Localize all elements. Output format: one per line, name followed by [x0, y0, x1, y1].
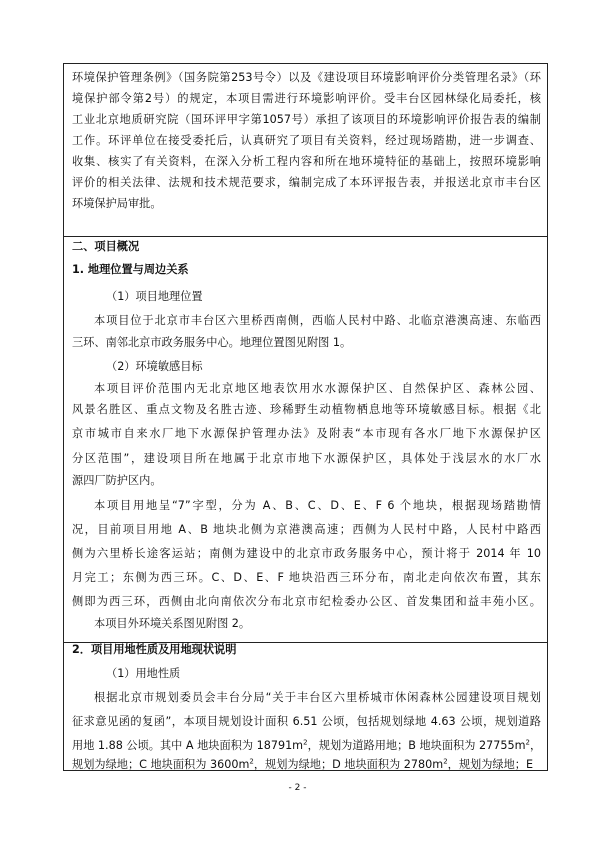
- section-heading: 二、项目概况: [72, 240, 140, 253]
- intro-line: 工作。环评单位在接受委托后，认真研究了项目有关资料，经过现场踏勘，进一步调查、: [72, 134, 541, 147]
- body-line: 本项目外环境关系图见附图 2。: [94, 617, 251, 630]
- intro-line: 评价的相关法律、法规和技术规范要求，编制完成了本环评报告表，并报送北京市丰台区: [72, 176, 541, 189]
- document-frame: [63, 63, 548, 771]
- intro-line: 收集、核实了有关资料，在深入分析工程内容和所在地环境特征的基础上，按照环境影响: [72, 155, 541, 168]
- body-line: 本项目评价范围内无北京地区地表饮用水水源保护区、自然保护区、森林公园、: [94, 382, 541, 395]
- body-line: 风景名胜区、重点文物及名胜古迹、珍稀野生动植物栖息地等环境敏感目标。根据《北: [72, 403, 541, 416]
- subsection-heading: 2．项目用地性质及用地现状说明: [72, 643, 237, 656]
- body-line: 三环、南邻北京市政务服务中心。地理位置图见附图 1。: [72, 336, 352, 349]
- body-line: 源四厂防护区内。: [72, 474, 162, 487]
- body-line: 规划为绿地；C 地块面积为 $3600m^2$，规划为绿地；D 地块面积为 $2780m^2$，规划为绿地；E: [72, 757, 534, 771]
- body-line: 本项目用地呈“7”字型，分为 A、B、C、D、E、F 6 个地块，根据现场踏勘情: [94, 499, 541, 512]
- intro-line: 环境保护管理条例》（国务院第253号令）以及《建设项目环境影响评价分类管理名录》（环: [72, 71, 541, 84]
- body-line: 侧为六里桥长途客运站；南侧为建设中的北京市政务服务中心，预计将于 2014 年 10: [72, 547, 541, 560]
- body-line: 月完工；东侧为西三环。C、D、E、F 地块沿西三环分布，南北走向依次布置，其东: [72, 571, 541, 584]
- body-line: 用地 1.88 公顷。其中 A 地块面积为 $18791m^2$，规划为道路用地；B 地块面积为 $27755m^2$，: [72, 738, 541, 752]
- body-line: 征求意见函的复函”，本项目规划设计面积 6.51 公顷，包括规划绿地 4.63 公顷，规划道路: [72, 715, 541, 728]
- intro-line: 工业北京地质研究院（国环评甲字第1057号）承担了该项目的环境影响评价报告表的编制: [72, 113, 541, 126]
- body-line: 侧即为西三环，西侧由北向南依次分布北京市纪检委办公区、首发集团和益丰苑小区。: [72, 595, 541, 608]
- body-line: 况，目前项目用地 A、B 地块北侧为京港澳高速；西侧为人民村中路，人民村中路西: [72, 523, 541, 536]
- page-number: - 2 -: [288, 783, 307, 793]
- body-line: 京市城市自来水厂地下水源保护管理办法》及附表“本市现有各水厂地下水源保护区: [72, 427, 541, 440]
- item-heading: （1）用地性质: [106, 667, 181, 680]
- body-line: 分区范围”，建设项目所在地属于北京市地下水源保护区，具体处于浅层水的水厂水: [72, 452, 541, 465]
- intro-line: 境保护部令第2号）的规定，本项目需进行环境影响评价。受丰台区园林绿化局委托，核: [72, 92, 541, 105]
- body-line: 根据北京市规划委员会丰台分局“关于丰台区六里桥城市休闲森林公园建设项目规划: [94, 691, 541, 704]
- body-line: 本项目位于北京市丰台区六里桥西南侧，西临人民村中路、北临京港澳高速、东临西: [94, 314, 541, 327]
- subsection-heading: 1. 地理位置与周边关系: [72, 263, 189, 276]
- item-heading: （1）项目地理位置: [106, 290, 203, 303]
- item-heading: （2）环境敏感目标: [106, 360, 203, 373]
- intro-line: 环境保护局审批。: [72, 197, 162, 210]
